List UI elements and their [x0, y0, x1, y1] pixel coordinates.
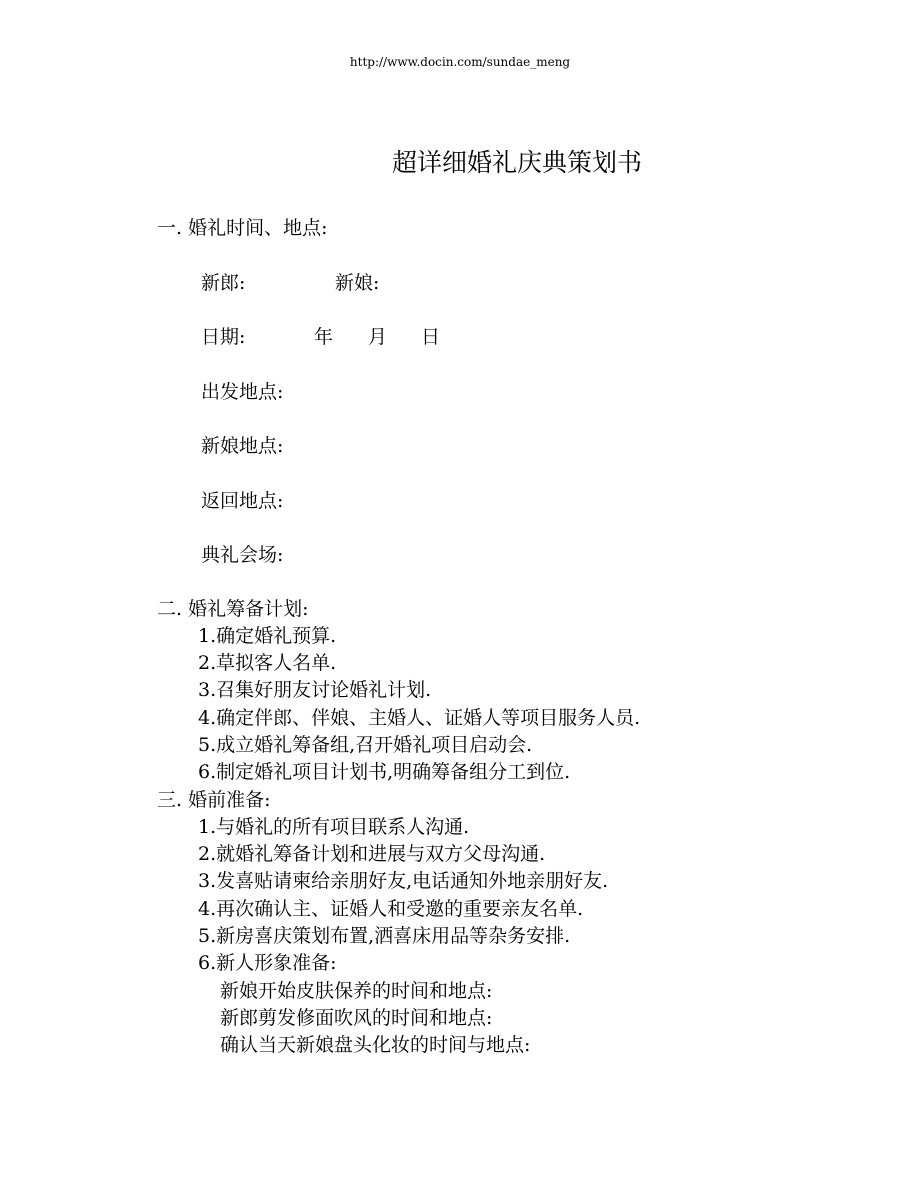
sub-item: 确认当天新娘盘头化妆的时间与地点:	[220, 1034, 531, 1056]
groom-label: 新郎:	[201, 272, 246, 294]
sub-item: 新娘开始皮肤保养的时间和地点:	[220, 980, 493, 1002]
departure-label: 出发地点:	[201, 381, 284, 403]
list-item: 1.确定婚礼预算.	[198, 625, 337, 647]
section1-heading: 一. 婚礼时间、地点:	[157, 217, 328, 239]
list-item: 4.再次确认主、证婚人和受邀的重要亲友名单.	[198, 898, 584, 920]
section3-heading: 三. 婚前准备:	[157, 789, 271, 811]
return-location-label: 返回地点:	[201, 490, 284, 512]
list-item: 1.与婚礼的所有项目联系人沟通.	[198, 816, 470, 838]
list-item: 6.新人形象准备:	[198, 952, 337, 974]
date-label: 日期:	[201, 326, 246, 348]
day-label: 日	[421, 326, 441, 348]
bride-location-label: 新娘地点:	[201, 435, 284, 457]
list-item: 2.就婚礼筹备计划和进展与双方父母沟通.	[198, 843, 546, 865]
sub-item: 新郎剪发修面吹风的时间和地点:	[220, 1007, 493, 1029]
list-item: 3.发喜贴请柬给亲朋好友,电话通知外地亲朋好友.	[198, 870, 609, 892]
section2-heading: 二. 婚礼筹备计划:	[157, 598, 309, 620]
venue-label: 典礼会场:	[201, 544, 284, 566]
bride-label: 新娘:	[335, 272, 380, 294]
header-url: http://www.docin.com/sundae_meng	[349, 55, 571, 69]
list-item: 5.新房喜庆策划布置,洒喜床用品等杂务安排.	[198, 925, 571, 947]
year-label: 年	[314, 326, 334, 348]
list-item: 3.召集好朋友讨论婚礼计划.	[198, 679, 432, 701]
list-item: 6.制定婚礼项目计划书,明确筹备组分工到位.	[198, 761, 571, 783]
month-label: 月	[368, 326, 388, 348]
document-title: 超详细婚礼庆典策划书	[392, 148, 643, 177]
list-item: 5.成立婚礼筹备组,召开婚礼项目启动会.	[198, 734, 533, 756]
list-item: 4.确定伴郎、伴娘、主婚人、证婚人等项目服务人员.	[198, 707, 641, 729]
list-item: 2.草拟客人名单.	[198, 652, 337, 674]
